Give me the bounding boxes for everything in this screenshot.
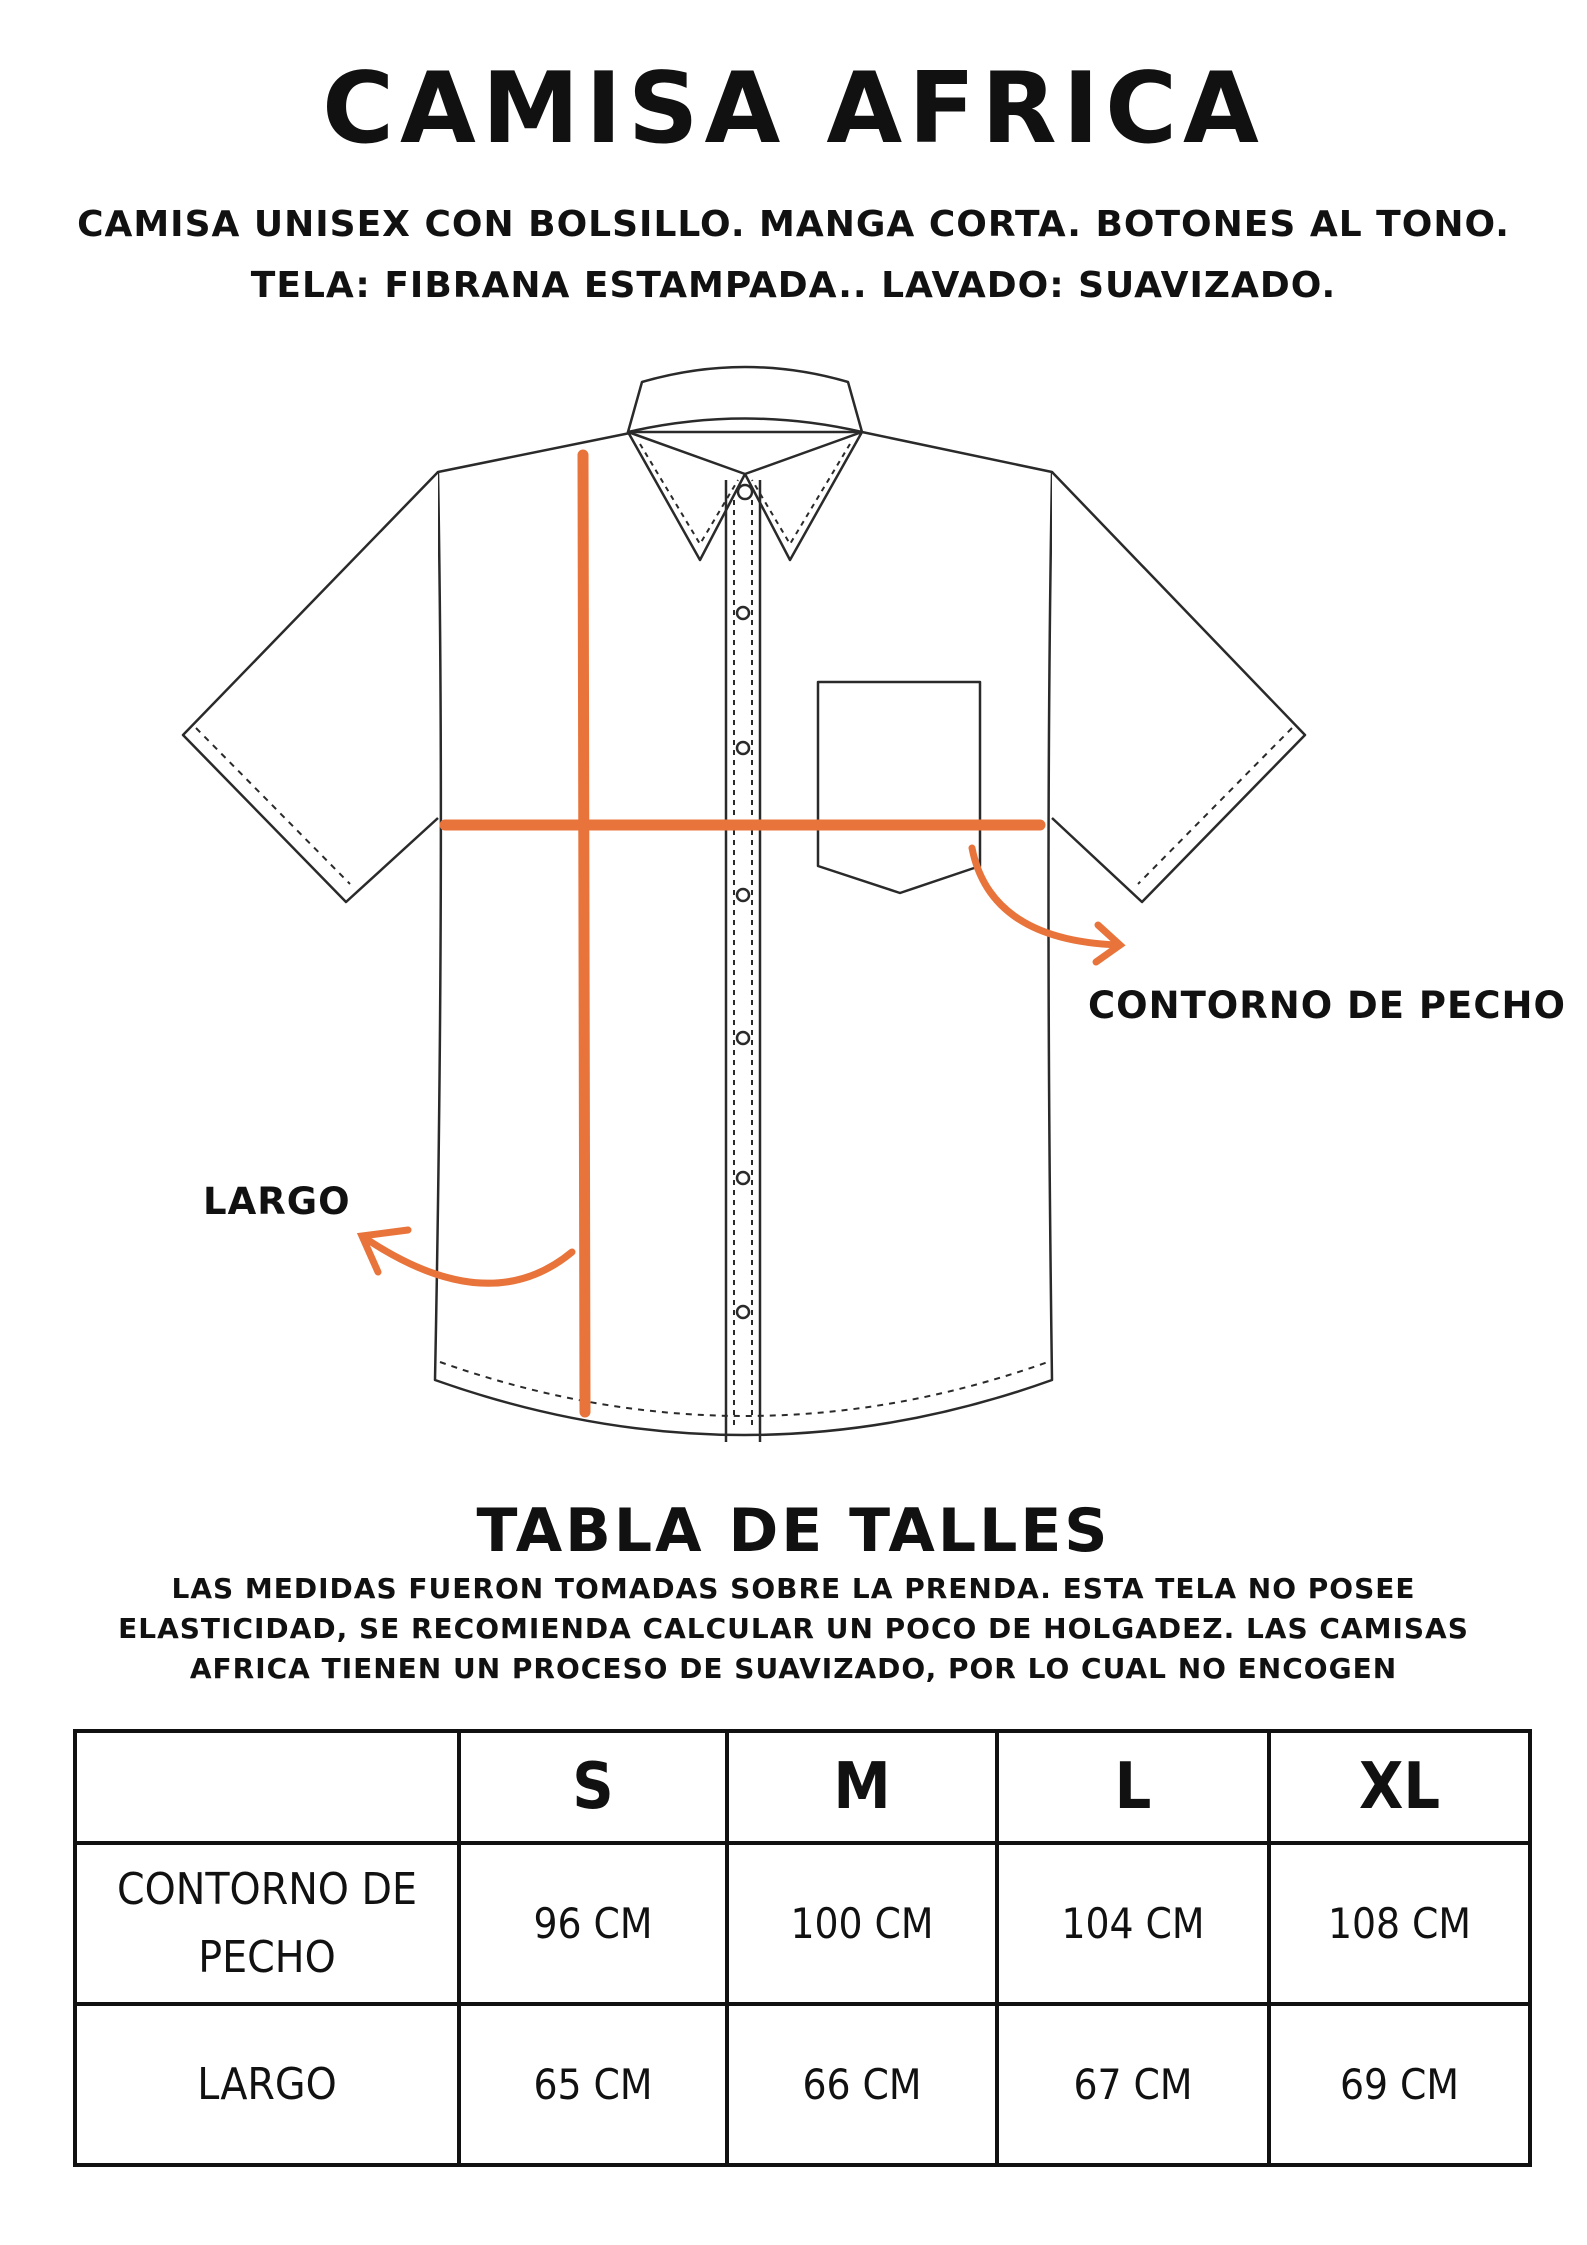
button [737,607,749,619]
row-label-chest [75,1843,459,2004]
corner-cell [75,1731,459,1843]
table-cell: 108 CM [1269,1843,1530,2004]
table-cell: 100 CM [727,1843,997,2004]
table-cell: 65 CM [459,2004,727,2165]
length-measure-line [583,455,585,1412]
size-note-line-3: AFRICA TIENEN UN PROCESO DE SUAVIZADO, POR LO CUAL NO ENCOGEN [189,1652,1398,1685]
size-table-title: TABLA DE TALLES [476,1496,1111,1566]
button [738,485,752,499]
table-cell: 67 CM [997,2004,1269,2165]
size-header-l: L [997,1731,1269,1843]
row-label-line: CONTORNO DE [116,1863,418,1915]
shirt-body [435,432,1052,1435]
description-line-1: CAMISA UNISEX CON BOLSILLO. MANGA CORTA. BOTONES AL TONO. [77,204,1510,245]
description-line-2: TELA: FIBRANA ESTAMPADA.. LAVADO: SUAVIZADO. [250,265,1337,306]
size-note-line-2: ELASTICIDAD, SE RECOMIENDA CALCULAR UN POCO DE HOLGADEZ. LAS CAMISAS [118,1612,1469,1645]
size-header-xl: XL [1269,1731,1530,1843]
table-cell: 104 CM [997,1843,1269,2004]
table-row [75,2004,1530,2165]
button [737,1172,749,1184]
table-row [75,1843,1530,2004]
row-label-line: LARGO [197,2058,337,2110]
shirt-outline [183,367,1305,1442]
size-note-line-1: LAS MEDIDAS FUERON TOMADAS SOBRE LA PRENDA. ESTA TELA NO POSEE [171,1572,1416,1605]
table-cell: 96 CM [459,1843,727,2004]
button [737,742,749,754]
chest-measure-label: CONTORNO DE PECHO [1088,984,1566,1027]
size-header-row [75,1731,1530,1843]
size-header-m: M [727,1731,997,1843]
button [737,889,749,901]
chest-pocket [818,682,980,893]
length-measure-label: LARGO [203,1180,351,1223]
left-sleeve [183,472,438,902]
page-title: CAMISA AFRICA [322,52,1265,166]
table-cell: 69 CM [1269,2004,1530,2165]
collar-band [628,367,862,432]
table-cell: 66 CM [727,2004,997,2165]
size-header-s: S [459,1731,727,1843]
right-sleeve [1052,472,1305,902]
row-label-length [75,2004,459,2165]
size-table [73,1729,1532,2167]
row-label-line: PECHO [198,1931,336,1983]
button [737,1032,749,1044]
button [737,1306,749,1318]
